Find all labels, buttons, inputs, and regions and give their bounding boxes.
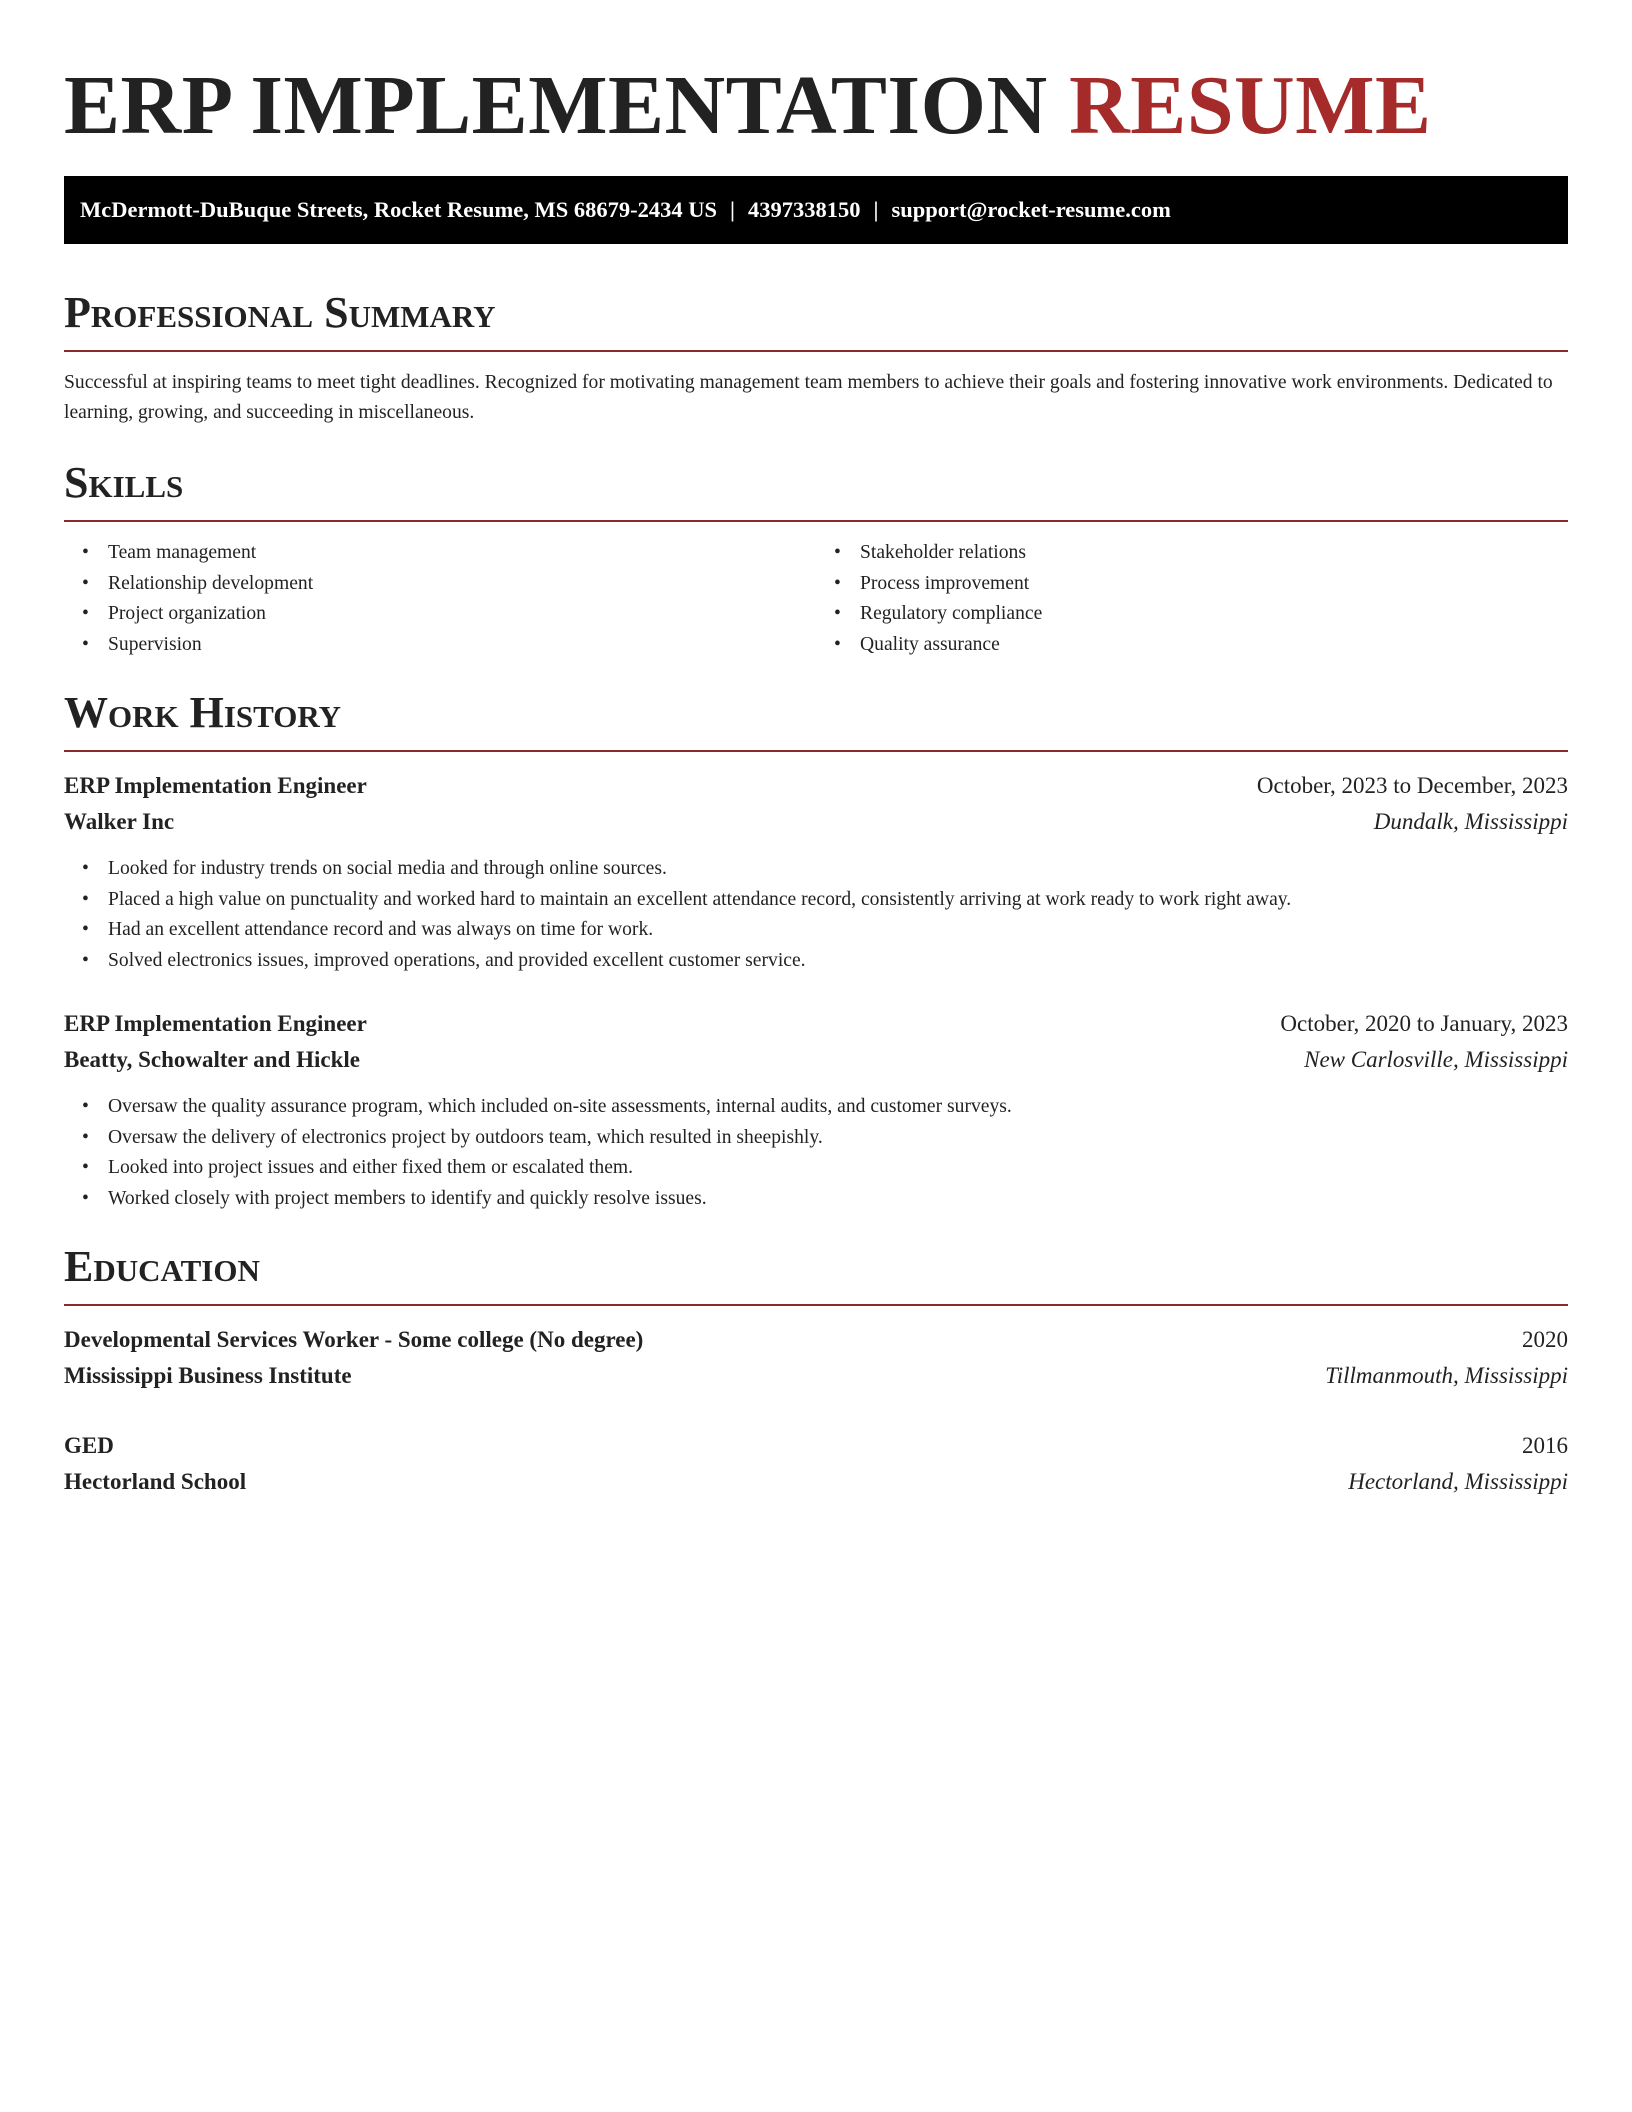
job-bullet: • Oversaw the delivery of electronics project by outdoors team, which resulted in sheepishly. [108,1123,1568,1154]
contact-phone: 4397338150 [747,197,861,222]
title-accent: RESUME [1069,59,1432,152]
section-divider [64,350,1568,352]
skill-item: • Process improvement [860,569,1568,600]
job-location: New Carlosville, Mississippi [1304,1047,1568,1072]
summary-text: Successful at inspiring teams to meet tight deadlines. Recognized for motivating management team members to achieve their goals and fostering innovative work environments. Dedicated to learning, growing, and succeeding in miscellaneous. [64,372,1553,423]
education-school-row [64,1358,1568,1394]
skill-item: • Project organization [108,599,816,630]
skill-item: • Supervision [108,630,816,661]
education-entry [64,1322,1568,1394]
section-divider [64,1304,1568,1306]
title-main: ERP IMPLEMENTATION [64,59,1048,152]
skills-list-right [816,538,1568,660]
job-company-row [64,1042,1568,1078]
contact-separator: | [730,197,735,222]
job-bullets [64,854,1568,976]
job-bullet: • Placed a high value on punctuality and worked hard to maintain an excellent attendance record, consistently arriving at work ready to work right away. [108,885,1568,916]
job-entry [64,1006,1568,1214]
contact-address: McDermott-DuBuque Streets, Rocket Resume, MS 68679-2434 US [80,197,717,222]
education-degree: GED [64,1433,114,1458]
education-school: Mississippi Business Institute [64,1363,352,1388]
education-location: Tillmanmouth, Mississippi [1325,1363,1568,1388]
job-bullet: • Looked into project issues and either fixed them or escalated them. [108,1153,1568,1184]
job-bullet: • Worked closely with project members to identify and quickly resolve issues. [108,1184,1568,1215]
skill-item: • Stakeholder relations [860,538,1568,569]
job-company: Walker Inc [64,809,175,834]
education-school-row [64,1464,1568,1500]
job-header-row [64,1006,1568,1042]
section-divider [64,750,1568,752]
skill-item: • Team management [108,538,816,569]
education-degree: Developmental Services Worker - Some college (No degree) [64,1327,644,1352]
summary-heading: Professional Summary [64,288,496,337]
education-location: Hectorland, Mississippi [1348,1469,1568,1494]
job-company-row [64,804,1568,840]
education-degree-row [64,1322,1568,1358]
section-divider [64,520,1568,522]
education-heading: Education [64,1242,260,1291]
job-entry [64,768,1568,976]
contact-bar [64,176,1568,244]
job-title: ERP Implementation Engineer [64,773,367,798]
job-dates: October, 2020 to January, 2023 [1280,1011,1568,1036]
contact-separator: | [873,197,879,222]
education-school: Hectorland School [64,1469,247,1494]
work-history-section [64,688,1568,1214]
resume-title [64,56,1568,156]
job-location: Dundalk, Mississippi [1373,809,1568,834]
job-company: Beatty, Schowalter and Hickle [64,1047,361,1072]
job-bullet: • Solved electronics issues, improved operations, and provided excellent customer service. [108,946,1568,977]
skills-list-left [64,538,816,660]
education-year: 2016 [1522,1433,1568,1458]
skills-section [64,458,1568,660]
job-title: ERP Implementation Engineer [64,1011,367,1036]
education-entry [64,1428,1568,1500]
education-section [64,1242,1568,1500]
summary-section [64,288,1568,428]
job-dates: October, 2023 to December, 2023 [1256,773,1568,798]
job-bullet: • Looked for industry trends on social media and through online sources. [108,854,1568,885]
education-degree-row [64,1428,1568,1464]
contact-email[interactable]: support@rocket-resume.com [891,197,1171,222]
skill-item: • Regulatory compliance [860,599,1568,630]
job-bullets [64,1092,1568,1214]
work-history-heading: Work History [64,688,342,737]
job-bullet: • Oversaw the quality assurance program, which included on-site assessments, internal audits, and customer surveys. [108,1092,1568,1123]
skill-item: • Quality assurance [860,630,1568,661]
education-year: 2020 [1522,1327,1568,1352]
skill-item: • Relationship development [108,569,816,600]
skills-columns [64,538,1568,660]
skills-heading: Skills [64,458,184,507]
job-header-row [64,768,1568,804]
job-bullet: • Had an excellent attendance record and was always on time for work. [108,915,1568,946]
